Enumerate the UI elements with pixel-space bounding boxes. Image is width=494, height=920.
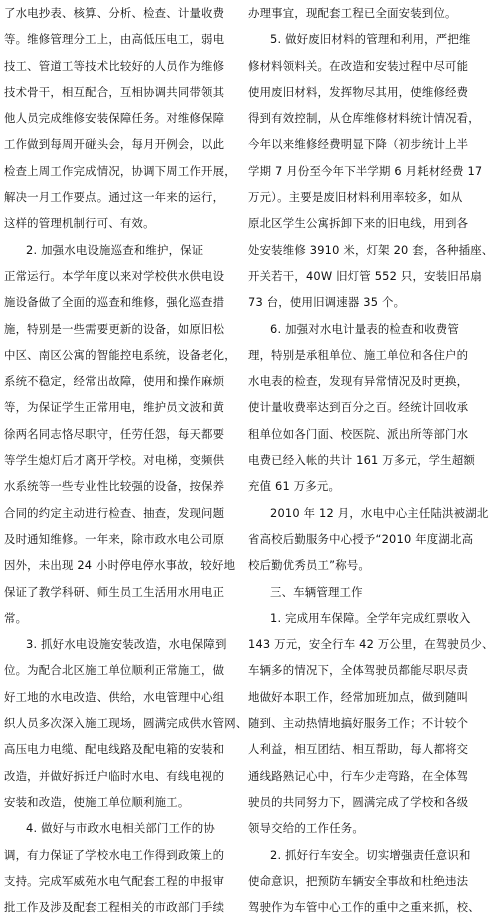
text-line: 施设备做了全面的巡查和维修，强化巡查措: [4, 295, 225, 310]
text-line: 中区、南区公寓的智能控电系统，设备老化，: [4, 347, 236, 362]
text-line: 水电表的检查，发现有异常情况及时更换，: [248, 374, 469, 389]
text-line: 解决一月工作要点。通过这一年来的运行，: [4, 190, 225, 205]
text-line: 校后勤优秀员工”称号。: [248, 558, 371, 573]
text-line: 徐两名同志恪尽职守，任劳任怨，每天都要: [4, 426, 225, 441]
text-line: 常。: [4, 610, 28, 625]
text-line: 批工作及涉及配套工程相关的市政部门手续: [4, 900, 225, 915]
text-line: 原北区学生公寓拆卸下来的旧电线，用到各: [248, 216, 469, 231]
text-line: 支持。完成军威苑水电气配套工程的申报审: [4, 873, 225, 888]
text-line: 充值 61 万多元。: [248, 479, 341, 494]
text-line: 织人员多次深入施工现场，圆满完成供水管网、: [4, 716, 248, 731]
text-line: 保证了教学科研、师生员工生活用水用电正: [4, 584, 225, 599]
text-line: 了水电抄表、核算、分析、检查、计量收费: [4, 6, 225, 20]
text-line: 水系统等一些专业性比较强的设备，按保养: [4, 479, 225, 494]
text-line: 合同的约定主动进行检查、抽查，发现问题: [4, 505, 225, 520]
text-line: 等。维修管理分工上，由高低压电工，弱电: [4, 32, 225, 47]
text-line: 万元）。主要是废旧材料利用率较多，如从: [248, 190, 463, 205]
text-line: 通线路熟记心中，行车少走弯路，在全体驾: [248, 768, 469, 783]
text-line: 工作做到每周开碰头会，每月开例会，以此: [4, 137, 225, 152]
text-line: 省高校后勤服务中心授予“2010 年度湖北高: [248, 531, 474, 546]
text-line: 6. 加强对水电计量表的检查和收费管: [270, 321, 459, 336]
text-line: 三、车辆管理工作: [270, 584, 363, 599]
text-line: 办理事宜，现配套工程已全面安装到位。: [248, 6, 457, 20]
text-line: 学期 7 月份至今年下半学期 6 月耗材经费 17: [248, 163, 483, 178]
text-line: 随到、主动热情地搞好服务工作；不计较个: [248, 716, 469, 731]
text-line: 检查上周工作完成情况，协调下周工作开展，: [4, 163, 236, 178]
text-line: 好工地的水电改造、供给，水电管理中心组: [4, 689, 225, 704]
text-line: 人利益，相互团结、相互帮助，每人都将交: [248, 742, 469, 757]
text-line: 4. 做好与市政水电相关部门工作的协: [26, 821, 215, 836]
text-line: 1. 完成用车保障。全学年完成红票收入: [270, 610, 471, 625]
text-line: 车辆多的情况下，全体驾驶员都能尽职尽责: [248, 663, 469, 678]
text-line: 调，有力保证了学校水电工作得到政策上的: [4, 847, 225, 862]
left-text-column: [4, 0, 248, 915]
text-line: 高压电力电缆、配电线路及配电箱的安装和: [4, 742, 225, 757]
text-line: 2. 加强水电设施巡查和维护，保证: [26, 242, 204, 257]
text-line: 电费已经入帐的共计 161 万多元，学生超额: [248, 453, 476, 468]
text-line: 正常运行。本学年度以来对学校供水供电设: [4, 268, 225, 283]
text-line: 使命意识，把预防车辆安全事故和杜绝违法: [248, 873, 469, 888]
text-line: 使计量收费率达到百分之百。经统计回收承: [248, 400, 469, 415]
right-text-column: [248, 0, 494, 915]
text-line: 73 台，使用旧调速器 35 个。: [248, 295, 406, 310]
text-line: 改造，并做好拆迁户临时水电、有线电视的: [4, 768, 225, 783]
text-line: 安装和改造，使施工单位顺利施工。: [4, 794, 190, 809]
text-line: 他人员完成维修安装保障任务。对维修保障: [4, 111, 225, 126]
text-line: 租单位如各门面、校医院、派出所等部门水: [248, 426, 469, 441]
text-line: 3. 抓好水电设施安装改造，水电保障到: [26, 637, 227, 652]
text-line: 领导交给的工作任务。: [248, 821, 364, 836]
text-line: 开关若干，40W 旧灯管 552 只，安装旧吊扇: [248, 268, 483, 283]
text-line: 技术骨干，相互配合，互相协调共同带领其: [4, 84, 225, 99]
text-line: 因外，未出现 24 小时停电停水事故，较好地: [4, 558, 236, 573]
text-line: 143 万元，安全行车 42 万公里，在驾驶员少、: [248, 637, 494, 652]
text-line: 系统不稳定，经常出故障，使用和操作麻烦: [4, 374, 225, 389]
text-line: 使用废旧材料，发挥物尽其用，使维修经费: [248, 84, 469, 99]
text-line: 得到有效控制，从仓库维修材料统计情况看，: [248, 111, 480, 126]
text-line: 位。为配合北区施工单位顺利正常施工，做: [4, 663, 225, 678]
text-line: 今年以来维修经费明显下降（初步统计上半: [248, 137, 469, 152]
text-line: 等学生熄灯后才离开学校。对电梯，变频供: [4, 453, 225, 468]
text-line: 这样的管理机制行可、有效。: [4, 216, 155, 231]
text-line: 及时通知维修。一年来，除市政水电公司原: [4, 531, 225, 546]
text-line: 理，特别是承租单位、施工单位和各住户的: [248, 347, 469, 362]
text-line: 地做好本职工作，经常加班加点，做到随叫: [248, 689, 469, 704]
text-line: 2010 年 12 月，水电中心主任陆洪被湖北: [270, 505, 489, 520]
text-line: 5. 做好废旧材料的管理和利用，严把维: [270, 32, 471, 47]
text-line: 驶员的共同努力下，圆满完成了学校和各级: [248, 794, 469, 809]
text-line: 施，特别是一些需要更新的设备，如原旧松: [4, 321, 225, 336]
text-line: 技工、管道工等技术比较好的人员作为维修: [4, 58, 225, 73]
text-line: 等，为保证学生正常用电，维护员文波和黄: [4, 400, 225, 415]
text-line: 处安装维修 3910 米，灯架 20 套，各种插座、: [248, 242, 494, 257]
text-line: 修材料领料关。在改造和安装过程中尽可能: [248, 58, 469, 73]
text-line: 驾驶作为车管中心工作的重中之重来抓，校、: [248, 900, 480, 915]
text-line: 2. 抓好行车安全。切实增强责任意识和: [270, 847, 471, 862]
